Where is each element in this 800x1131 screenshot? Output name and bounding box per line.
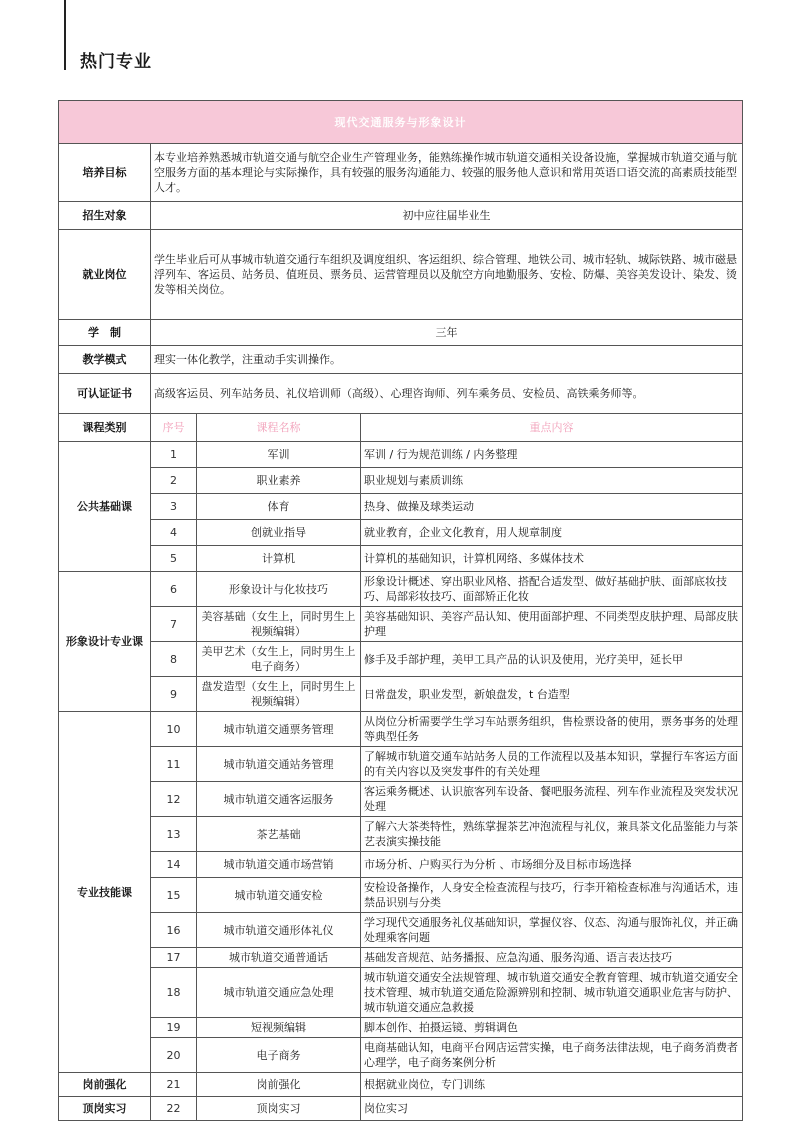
- course-row: [59, 494, 743, 520]
- course-row: [59, 817, 743, 852]
- course-content: 电商基础认知，电商平台网店运营实操，电子商务法律法规，电子商务消费者心理学，电子商务案例分析: [361, 1038, 743, 1073]
- course-content: 热身、做操及球类运动: [361, 494, 743, 520]
- course-row: [59, 642, 743, 677]
- course-number: 22: [151, 1097, 197, 1121]
- course-name: 城市轨道交通安检: [197, 878, 361, 913]
- course-row: [59, 546, 743, 572]
- course-content: 根据就业岗位，专门训练: [361, 1073, 743, 1097]
- course-number: 11: [151, 747, 197, 782]
- course-content: 学习现代交通服务礼仪基础知识，掌握仪容、仪态、沟通与服饰礼仪，并正确处理乘客问题: [361, 913, 743, 948]
- course-category-label: 公共基础课: [59, 442, 151, 572]
- header-no: 序号: [151, 414, 197, 442]
- course-content: 日常盘发，职业发型，新娘盘发，t 台造型: [361, 677, 743, 712]
- jobs-text: 学生毕业后可从事城市轨道交通行车组织及调度组织、客运组织、综合管理、地铁公司、城市轻轨、城际铁路、城市磁悬浮列车、客运员、站务员、值班员、票务员、运营管理员以及航空方向地勤服务、安检、防爆、美容美发设计、染发、烫发等相关岗位。: [151, 230, 743, 320]
- course-row: [59, 747, 743, 782]
- decorative-vertical-line: [64, 0, 66, 70]
- course-name: 城市轨道交通普通话: [197, 948, 361, 968]
- course-name: 城市轨道交通市场营销: [197, 852, 361, 878]
- course-row: [59, 1097, 743, 1121]
- course-category-label: 专业技能课: [59, 712, 151, 1073]
- course-content: 形象设计概述、穿出职业风格、搭配合适发型、做好基础护肤、面部底妆技巧、局部彩妆技巧、面部矫正化妆: [361, 572, 743, 607]
- course-number: 4: [151, 520, 197, 546]
- course-row: [59, 1073, 743, 1097]
- course-name: 城市轨道交通客运服务: [197, 782, 361, 817]
- course-content: 就业教育，企业文化教育，用人规章制度: [361, 520, 743, 546]
- course-name: 体育: [197, 494, 361, 520]
- course-number: 15: [151, 878, 197, 913]
- course-name: 创就业指导: [197, 520, 361, 546]
- course-name: 盘发造型（女生上，同时男生上视频编辑）: [197, 677, 361, 712]
- course-content: 市场分析、户购买行为分析 、市场细分及目标市场选择: [361, 852, 743, 878]
- course-name: 岗前强化: [197, 1073, 361, 1097]
- course-content: 修手及手部护理，美甲工具产品的认识及使用，光疗美甲，延长甲: [361, 642, 743, 677]
- course-number: 17: [151, 948, 197, 968]
- certs-text: 高级客运员、列车站务员、礼仪培训师（高级）、心理咨询师、列车乘务员、安检员、高铁乘务师等。: [151, 374, 743, 414]
- course-content: 了解城市轨道交通车站站务人员的工作流程以及基本知识，掌握行车客运方面的有关内容以及突发事件的有关处理: [361, 747, 743, 782]
- course-name: 短视频编辑: [197, 1018, 361, 1038]
- section-title: 热门专业: [80, 52, 152, 72]
- course-row: [59, 712, 743, 747]
- course-row: [59, 677, 743, 712]
- course-number: 10: [151, 712, 197, 747]
- course-number: 3: [151, 494, 197, 520]
- course-number: 20: [151, 1038, 197, 1073]
- course-row: [59, 572, 743, 607]
- course-content: 了解六大茶类特性，熟练掌握茶艺冲泡流程与礼仪，兼具茶文化品鉴能力与茶艺表演实操技能: [361, 817, 743, 852]
- course-content: 职业规划与素质训练: [361, 468, 743, 494]
- course-category-label: 岗前强化: [59, 1073, 151, 1097]
- mode-label: 教学模式: [59, 346, 151, 374]
- course-content: 计算机的基础知识，计算机网络、多媒体技术: [361, 546, 743, 572]
- course-category-label: 形象设计专业课: [59, 572, 151, 712]
- course-content: 基础发音规范、站务播报、应急沟通、服务沟通、语言表达技巧: [361, 948, 743, 968]
- duration-label: 学 制: [59, 320, 151, 346]
- course-number: 1: [151, 442, 197, 468]
- course-number: 7: [151, 607, 197, 642]
- course-name: 城市轨道交通应急处理: [197, 968, 361, 1018]
- course-content: 客运乘务概述、认识旅客列车设备、餐吧服务流程、列车作业流程及突发状况处理: [361, 782, 743, 817]
- goal-text: 本专业培养熟悉城市轨道交通与航空企业生产管理业务，能熟练操作城市轨道交通相关设备设施，掌握城市轨道交通与航空服务方面的基本理论与实际操作，具有较强的服务沟通能力、较强的服务他人意识和常用英语口语交流的高素质技能型人才。: [151, 144, 743, 202]
- course-content: 岗位实习: [361, 1097, 743, 1121]
- goal-label: 培养目标: [59, 144, 151, 202]
- course-name: 城市轨道交通票务管理: [197, 712, 361, 747]
- course-name: 职业素养: [197, 468, 361, 494]
- course-row: [59, 520, 743, 546]
- course-name: 顶岗实习: [197, 1097, 361, 1121]
- header-category: 课程类别: [59, 414, 151, 442]
- course-row: [59, 782, 743, 817]
- certs-row: [59, 374, 743, 414]
- target-row: [59, 202, 743, 230]
- course-content: 城市轨道交通安全法规管理、城市轨道交通安全教育管理、城市轨道交通安全技术管理、城市轨道交通危险源辨别和控制、城市轨道交通职业危害与防护、城市轨道交通应急救援: [361, 968, 743, 1018]
- course-row: [59, 442, 743, 468]
- course-row: [59, 1038, 743, 1073]
- course-number: 2: [151, 468, 197, 494]
- course-number: 6: [151, 572, 197, 607]
- title-row: [59, 101, 743, 144]
- course-row: [59, 607, 743, 642]
- certs-label: 可认证证书: [59, 374, 151, 414]
- course-name: 计算机: [197, 546, 361, 572]
- course-name: 电子商务: [197, 1038, 361, 1073]
- course-number: 19: [151, 1018, 197, 1038]
- mode-row: [59, 346, 743, 374]
- course-row: [59, 968, 743, 1018]
- course-content: 美容基础知识、美容产品认知、使用面部护理、不同类型皮肤护理、局部皮肤护理: [361, 607, 743, 642]
- goal-row: [59, 144, 743, 202]
- target-text: 初中应往届毕业生: [151, 202, 743, 230]
- course-number: 14: [151, 852, 197, 878]
- course-row: [59, 1018, 743, 1038]
- mode-text: 理实一体化教学，注重动手实训操作。: [151, 346, 743, 374]
- course-row: [59, 852, 743, 878]
- course-number: 8: [151, 642, 197, 677]
- course-name: 城市轨道交通形体礼仪: [197, 913, 361, 948]
- course-content: 安检设备操作，人身安全检查流程与技巧，行李开箱检查标准与沟通话术，违禁品识别与分类: [361, 878, 743, 913]
- course-name: 美容基础（女生上，同时男生上视频编辑）: [197, 607, 361, 642]
- program-table: [58, 100, 743, 1121]
- course-category-label: 顶岗实习: [59, 1097, 151, 1121]
- header-content: 重点内容: [361, 414, 743, 442]
- course-number: 5: [151, 546, 197, 572]
- course-row: [59, 913, 743, 948]
- course-number: 21: [151, 1073, 197, 1097]
- course-name: 茶艺基础: [197, 817, 361, 852]
- duration-text: 三年: [151, 320, 743, 346]
- course-number: 18: [151, 968, 197, 1018]
- course-name: 形象设计与化妆技巧: [197, 572, 361, 607]
- duration-row: [59, 320, 743, 346]
- course-content: 脚本创作、拍摄运镜、剪辑调色: [361, 1018, 743, 1038]
- target-label: 招生对象: [59, 202, 151, 230]
- course-number: 9: [151, 677, 197, 712]
- header-name: 课程名称: [197, 414, 361, 442]
- course-content: 从岗位分析需要学生学习车站票务组织，售检票设备的使用，票务事务的处理等典型任务: [361, 712, 743, 747]
- course-number: 13: [151, 817, 197, 852]
- course-content: 军训 / 行为规范训练 / 内务整理: [361, 442, 743, 468]
- course-number: 16: [151, 913, 197, 948]
- jobs-label: 就业岗位: [59, 230, 151, 320]
- jobs-row: [59, 230, 743, 320]
- program-title: 现代交通服务与形象设计: [59, 101, 743, 144]
- course-name: 美甲艺术（女生上，同时男生上电子商务）: [197, 642, 361, 677]
- course-header-row: [59, 414, 743, 442]
- course-name: 军训: [197, 442, 361, 468]
- course-number: 12: [151, 782, 197, 817]
- course-row: [59, 468, 743, 494]
- course-row: [59, 948, 743, 968]
- course-row: [59, 878, 743, 913]
- course-name: 城市轨道交通站务管理: [197, 747, 361, 782]
